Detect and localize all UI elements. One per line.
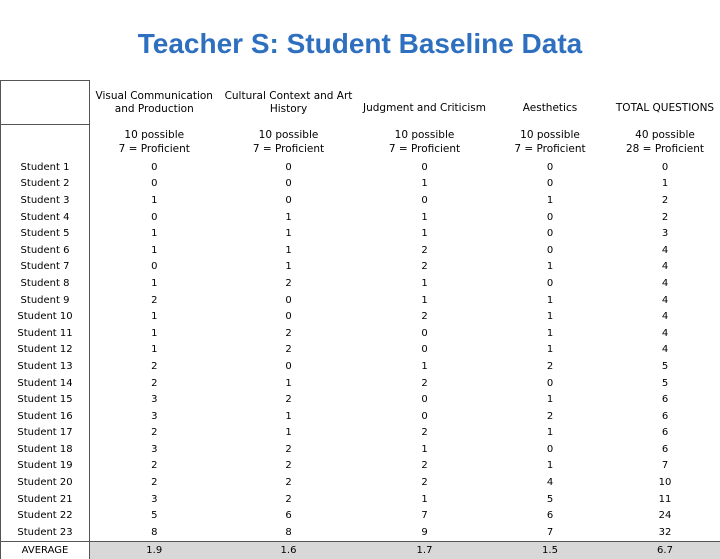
total-cell: 4 bbox=[610, 259, 720, 276]
score-cell: 6 bbox=[491, 507, 610, 524]
table-row bbox=[1, 242, 720, 259]
average-cell: 1.7 bbox=[359, 541, 491, 559]
score-cell: 1 bbox=[491, 325, 610, 342]
column-scoring-total-questions bbox=[610, 125, 720, 160]
average-cell: 1.6 bbox=[219, 541, 359, 559]
table-row bbox=[1, 225, 720, 242]
score-cell: 2 bbox=[219, 441, 359, 458]
total-cell: 6 bbox=[610, 441, 720, 458]
score-cell: 1 bbox=[219, 259, 359, 276]
table-row bbox=[1, 325, 720, 342]
score-cell: 2 bbox=[219, 491, 359, 508]
score-cell: 1 bbox=[90, 192, 219, 209]
score-cell: 0 bbox=[359, 325, 491, 342]
table-row bbox=[1, 391, 720, 408]
table-row bbox=[1, 524, 720, 541]
score-cell: 1 bbox=[359, 225, 491, 242]
score-cell: 9 bbox=[359, 524, 491, 541]
table-row bbox=[1, 308, 720, 325]
score-cell: 1 bbox=[359, 358, 491, 375]
total-cell: 5 bbox=[610, 375, 720, 392]
score-cell: 7 bbox=[359, 507, 491, 524]
score-cell: 1 bbox=[491, 192, 610, 209]
total-cell: 4 bbox=[610, 342, 720, 359]
student-name-cell: Student 19 bbox=[1, 458, 90, 475]
column-scoring-aesthetics bbox=[491, 125, 610, 160]
column-scoring-visual-communication bbox=[90, 125, 219, 160]
total-cell: 6 bbox=[610, 425, 720, 442]
score-cell: 0 bbox=[219, 292, 359, 309]
total-cell: 10 bbox=[610, 474, 720, 491]
possible-text: 10 possible bbox=[219, 128, 359, 142]
score-cell: 2 bbox=[359, 308, 491, 325]
score-cell: 1 bbox=[90, 275, 219, 292]
score-cell: 0 bbox=[491, 209, 610, 226]
student-name-cell: Student 7 bbox=[1, 259, 90, 276]
total-cell: 4 bbox=[610, 292, 720, 309]
proficient-text: 7 = Proficient bbox=[359, 142, 491, 156]
score-cell: 2 bbox=[219, 275, 359, 292]
score-cell: 1 bbox=[90, 342, 219, 359]
table-row bbox=[1, 209, 720, 226]
score-cell: 1 bbox=[359, 292, 491, 309]
score-cell: 2 bbox=[491, 408, 610, 425]
table-row bbox=[1, 259, 720, 276]
total-cell: 7 bbox=[610, 458, 720, 475]
column-header-aesthetics: Aesthetics bbox=[491, 81, 610, 125]
score-cell: 1 bbox=[90, 308, 219, 325]
student-name-cell: Student 5 bbox=[1, 225, 90, 242]
score-cell: 1 bbox=[491, 308, 610, 325]
score-cell: 0 bbox=[219, 159, 359, 176]
score-cell: 3 bbox=[90, 491, 219, 508]
student-name-cell: Student 6 bbox=[1, 242, 90, 259]
score-cell: 1 bbox=[219, 408, 359, 425]
table-row bbox=[1, 192, 720, 209]
student-name-cell: Student 12 bbox=[1, 342, 90, 359]
score-cell: 1 bbox=[219, 209, 359, 226]
student-name-cell: Student 20 bbox=[1, 474, 90, 491]
possible-text: 10 possible bbox=[90, 128, 219, 142]
score-cell: 2 bbox=[359, 375, 491, 392]
score-cell: 2 bbox=[90, 458, 219, 475]
student-name-cell: Student 15 bbox=[1, 391, 90, 408]
score-cell: 1 bbox=[219, 225, 359, 242]
table-row bbox=[1, 425, 720, 442]
total-cell: 6 bbox=[610, 391, 720, 408]
score-cell: 0 bbox=[90, 159, 219, 176]
score-cell: 1 bbox=[90, 242, 219, 259]
student-name-cell: Student 1 bbox=[1, 159, 90, 176]
score-cell: 1 bbox=[359, 176, 491, 193]
student-name-cell: Student 18 bbox=[1, 441, 90, 458]
score-cell: 1 bbox=[359, 491, 491, 508]
score-cell: 2 bbox=[90, 474, 219, 491]
possible-text: 40 possible bbox=[610, 128, 720, 142]
score-cell: 0 bbox=[90, 176, 219, 193]
score-cell: 0 bbox=[491, 176, 610, 193]
score-cell: 0 bbox=[359, 342, 491, 359]
table-row bbox=[1, 507, 720, 524]
student-name-cell: Student 10 bbox=[1, 308, 90, 325]
column-header-total-questions: TOTAL QUESTIONS bbox=[610, 81, 720, 125]
header-row-names bbox=[1, 81, 720, 125]
score-cell: 0 bbox=[90, 259, 219, 276]
score-cell: 0 bbox=[491, 159, 610, 176]
student-name-cell: Student 13 bbox=[1, 358, 90, 375]
table-row bbox=[1, 342, 720, 359]
score-cell: 0 bbox=[359, 159, 491, 176]
score-cell: 0 bbox=[491, 375, 610, 392]
column-scoring-cultural-context bbox=[219, 125, 359, 160]
table-row bbox=[1, 275, 720, 292]
student-name-cell: Student 11 bbox=[1, 325, 90, 342]
score-cell: 2 bbox=[90, 358, 219, 375]
score-cell: 3 bbox=[90, 441, 219, 458]
table-row bbox=[1, 441, 720, 458]
proficient-text: 7 = Proficient bbox=[219, 142, 359, 156]
score-cell: 3 bbox=[90, 391, 219, 408]
baseline-data-table bbox=[0, 80, 720, 559]
score-cell: 0 bbox=[359, 391, 491, 408]
score-cell: 2 bbox=[90, 375, 219, 392]
score-cell: 0 bbox=[219, 192, 359, 209]
score-cell: 0 bbox=[491, 225, 610, 242]
table-row bbox=[1, 458, 720, 475]
score-cell: 0 bbox=[491, 441, 610, 458]
student-name-cell: Student 23 bbox=[1, 524, 90, 541]
column-scoring-judgment-criticism bbox=[359, 125, 491, 160]
table-row bbox=[1, 176, 720, 193]
proficient-text: 7 = Proficient bbox=[491, 142, 610, 156]
score-cell: 1 bbox=[491, 342, 610, 359]
score-cell: 2 bbox=[90, 425, 219, 442]
score-cell: 0 bbox=[491, 275, 610, 292]
score-cell: 0 bbox=[359, 408, 491, 425]
score-cell: 2 bbox=[359, 474, 491, 491]
table-body bbox=[1, 159, 720, 559]
student-name-cell: Student 4 bbox=[1, 209, 90, 226]
score-cell: 1 bbox=[491, 259, 610, 276]
score-cell: 7 bbox=[491, 524, 610, 541]
score-cell: 2 bbox=[219, 391, 359, 408]
total-cell: 3 bbox=[610, 225, 720, 242]
score-cell: 1 bbox=[219, 242, 359, 259]
score-cell: 0 bbox=[219, 308, 359, 325]
score-cell: 8 bbox=[90, 524, 219, 541]
student-name-cell: Student 14 bbox=[1, 375, 90, 392]
student-name-cell: Student 2 bbox=[1, 176, 90, 193]
score-cell: 2 bbox=[219, 474, 359, 491]
table-row bbox=[1, 474, 720, 491]
score-cell: 2 bbox=[219, 342, 359, 359]
proficient-text: 28 = Proficient bbox=[610, 142, 720, 156]
score-cell: 0 bbox=[90, 209, 219, 226]
table-row bbox=[1, 292, 720, 309]
average-cell: 1.9 bbox=[90, 541, 219, 559]
table-row bbox=[1, 358, 720, 375]
proficient-text: 7 = Proficient bbox=[90, 142, 219, 156]
column-header-judgment-criticism: Judgment and Criticism bbox=[359, 81, 491, 125]
score-cell: 1 bbox=[491, 292, 610, 309]
student-name-cell: Student 9 bbox=[1, 292, 90, 309]
score-cell: 1 bbox=[491, 458, 610, 475]
score-cell: 2 bbox=[359, 425, 491, 442]
total-cell: 4 bbox=[610, 242, 720, 259]
score-cell: 1 bbox=[219, 375, 359, 392]
column-header-visual-communication: Visual Communication and Production bbox=[90, 81, 219, 125]
score-cell: 5 bbox=[90, 507, 219, 524]
score-cell: 2 bbox=[359, 259, 491, 276]
score-cell: 2 bbox=[90, 292, 219, 309]
average-cell: 1.5 bbox=[491, 541, 610, 559]
header-corner-cell bbox=[1, 81, 90, 125]
total-cell: 2 bbox=[610, 192, 720, 209]
score-cell: 1 bbox=[491, 425, 610, 442]
table-row bbox=[1, 159, 720, 176]
total-cell: 1 bbox=[610, 176, 720, 193]
total-cell: 24 bbox=[610, 507, 720, 524]
score-cell: 1 bbox=[90, 225, 219, 242]
total-cell: 11 bbox=[610, 491, 720, 508]
score-cell: 2 bbox=[219, 325, 359, 342]
table-row bbox=[1, 375, 720, 392]
total-cell: 6 bbox=[610, 408, 720, 425]
score-cell: 2 bbox=[359, 458, 491, 475]
possible-text: 10 possible bbox=[359, 128, 491, 142]
student-name-cell: Student 17 bbox=[1, 425, 90, 442]
score-cell: 0 bbox=[491, 242, 610, 259]
score-cell: 0 bbox=[219, 358, 359, 375]
score-cell: 4 bbox=[491, 474, 610, 491]
score-cell: 2 bbox=[219, 458, 359, 475]
total-cell: 0 bbox=[610, 159, 720, 176]
header-row-scoring bbox=[1, 125, 720, 160]
student-name-cell: Student 22 bbox=[1, 507, 90, 524]
score-cell: 1 bbox=[90, 325, 219, 342]
total-cell: 5 bbox=[610, 358, 720, 375]
average-total-cell: 6.7 bbox=[610, 541, 720, 559]
score-cell: 1 bbox=[359, 275, 491, 292]
score-cell: 1 bbox=[359, 209, 491, 226]
score-cell: 3 bbox=[90, 408, 219, 425]
table-row bbox=[1, 491, 720, 508]
student-name-cell: Student 21 bbox=[1, 491, 90, 508]
page-title: Teacher S: Student Baseline Data bbox=[0, 28, 720, 60]
total-cell: 2 bbox=[610, 209, 720, 226]
score-cell: 5 bbox=[491, 491, 610, 508]
total-cell: 4 bbox=[610, 325, 720, 342]
score-cell: 2 bbox=[491, 358, 610, 375]
score-cell: 2 bbox=[359, 242, 491, 259]
score-cell: 6 bbox=[219, 507, 359, 524]
score-cell: 0 bbox=[219, 176, 359, 193]
score-cell: 1 bbox=[359, 441, 491, 458]
student-name-cell: Student 8 bbox=[1, 275, 90, 292]
average-row bbox=[1, 541, 720, 559]
student-name-cell: Student 3 bbox=[1, 192, 90, 209]
score-cell: 0 bbox=[359, 192, 491, 209]
score-cell: 1 bbox=[491, 391, 610, 408]
header-corner-cell-lower bbox=[1, 125, 90, 160]
score-cell: 8 bbox=[219, 524, 359, 541]
table-row bbox=[1, 408, 720, 425]
average-label-cell: AVERAGE bbox=[1, 541, 90, 559]
column-header-cultural-context: Cultural Context and Art History bbox=[219, 81, 359, 125]
total-cell: 4 bbox=[610, 308, 720, 325]
total-cell: 32 bbox=[610, 524, 720, 541]
score-cell: 1 bbox=[219, 425, 359, 442]
possible-text: 10 possible bbox=[491, 128, 610, 142]
total-cell: 4 bbox=[610, 275, 720, 292]
student-name-cell: Student 16 bbox=[1, 408, 90, 425]
